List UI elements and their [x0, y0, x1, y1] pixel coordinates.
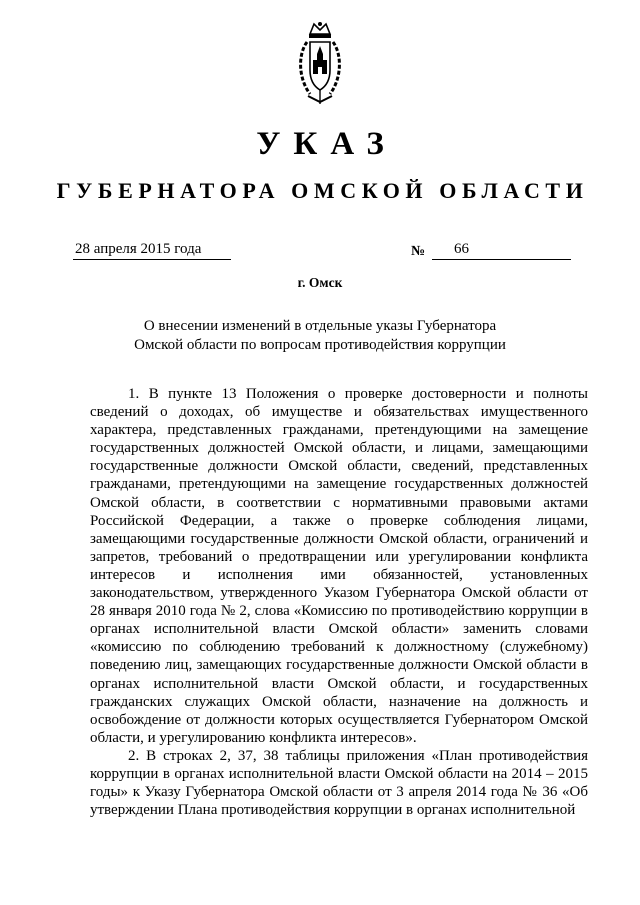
- paragraph-2: 2. В строках 2, 37, 38 таблицы приложения «План противодействия коррупции в органах исполнительной власти Омской области на 2014 – 2015 годы» к Указу Губернатора Омской области от 3 апреля 2014 года № 36 «Об утверждении Плана противодействия коррупции в органах исполнительной: [90, 747, 588, 819]
- document-issuer: ГУБЕРНАТОРА ОМСКОЙ ОБЛАСТИ: [56, 178, 589, 203]
- document-body: [90, 385, 588, 819]
- document-date: 28 апреля 2015 года: [73, 240, 231, 260]
- coat-of-arms-icon: [296, 20, 344, 106]
- paragraph-1: 1. В пункте 13 Положения о проверке достоверности и полноты сведений о доходах, об имуществе и обязательствах имущественного характера, представленных гражданами, претендующими на замещение государственных должностей Омской области, и лицами, замещающими государственные должности Омской области, сведений, представленных гражданами, претендующими на замещение государственных должностей Омской области, в соответствии с нормативными правовыми актами Российской Федерации, а также о проверке соблюдения лицами, замещающими государственные должности Омской области, ограничений и запретов, требований о предотвращении или урегулировании конфликта интересов и исполнения ими обязанностей, установленных законодательством, утвержденного Указом Губернатора Омской области от 28 января 2010 года № 2, слова «Комиссию по противодействию коррупции в органах исполнительной власти Омской области» заменить словами «комиссию по соблюдению требований к должностному (служебному) поведению лиц, замещающих государственные должности Омской области в органах исполнительной власти Омской области, и государственных гражданских служащих Омской области, назначение на должность и освобождение от должности которых осуществляется Губернатором Омской области, и урегулированию конфликта интересов».: [90, 386, 588, 746]
- number-label: №: [411, 244, 426, 259]
- document-city: г. Омск: [297, 275, 343, 290]
- document-title: УКАЗ: [256, 126, 397, 162]
- document-number: 66: [454, 241, 469, 257]
- document-number-field: [432, 240, 571, 260]
- document-subject: О внесении изменений в отдельные указы Губернатора Омской области по вопросам противодействия коррупции: [134, 318, 506, 353]
